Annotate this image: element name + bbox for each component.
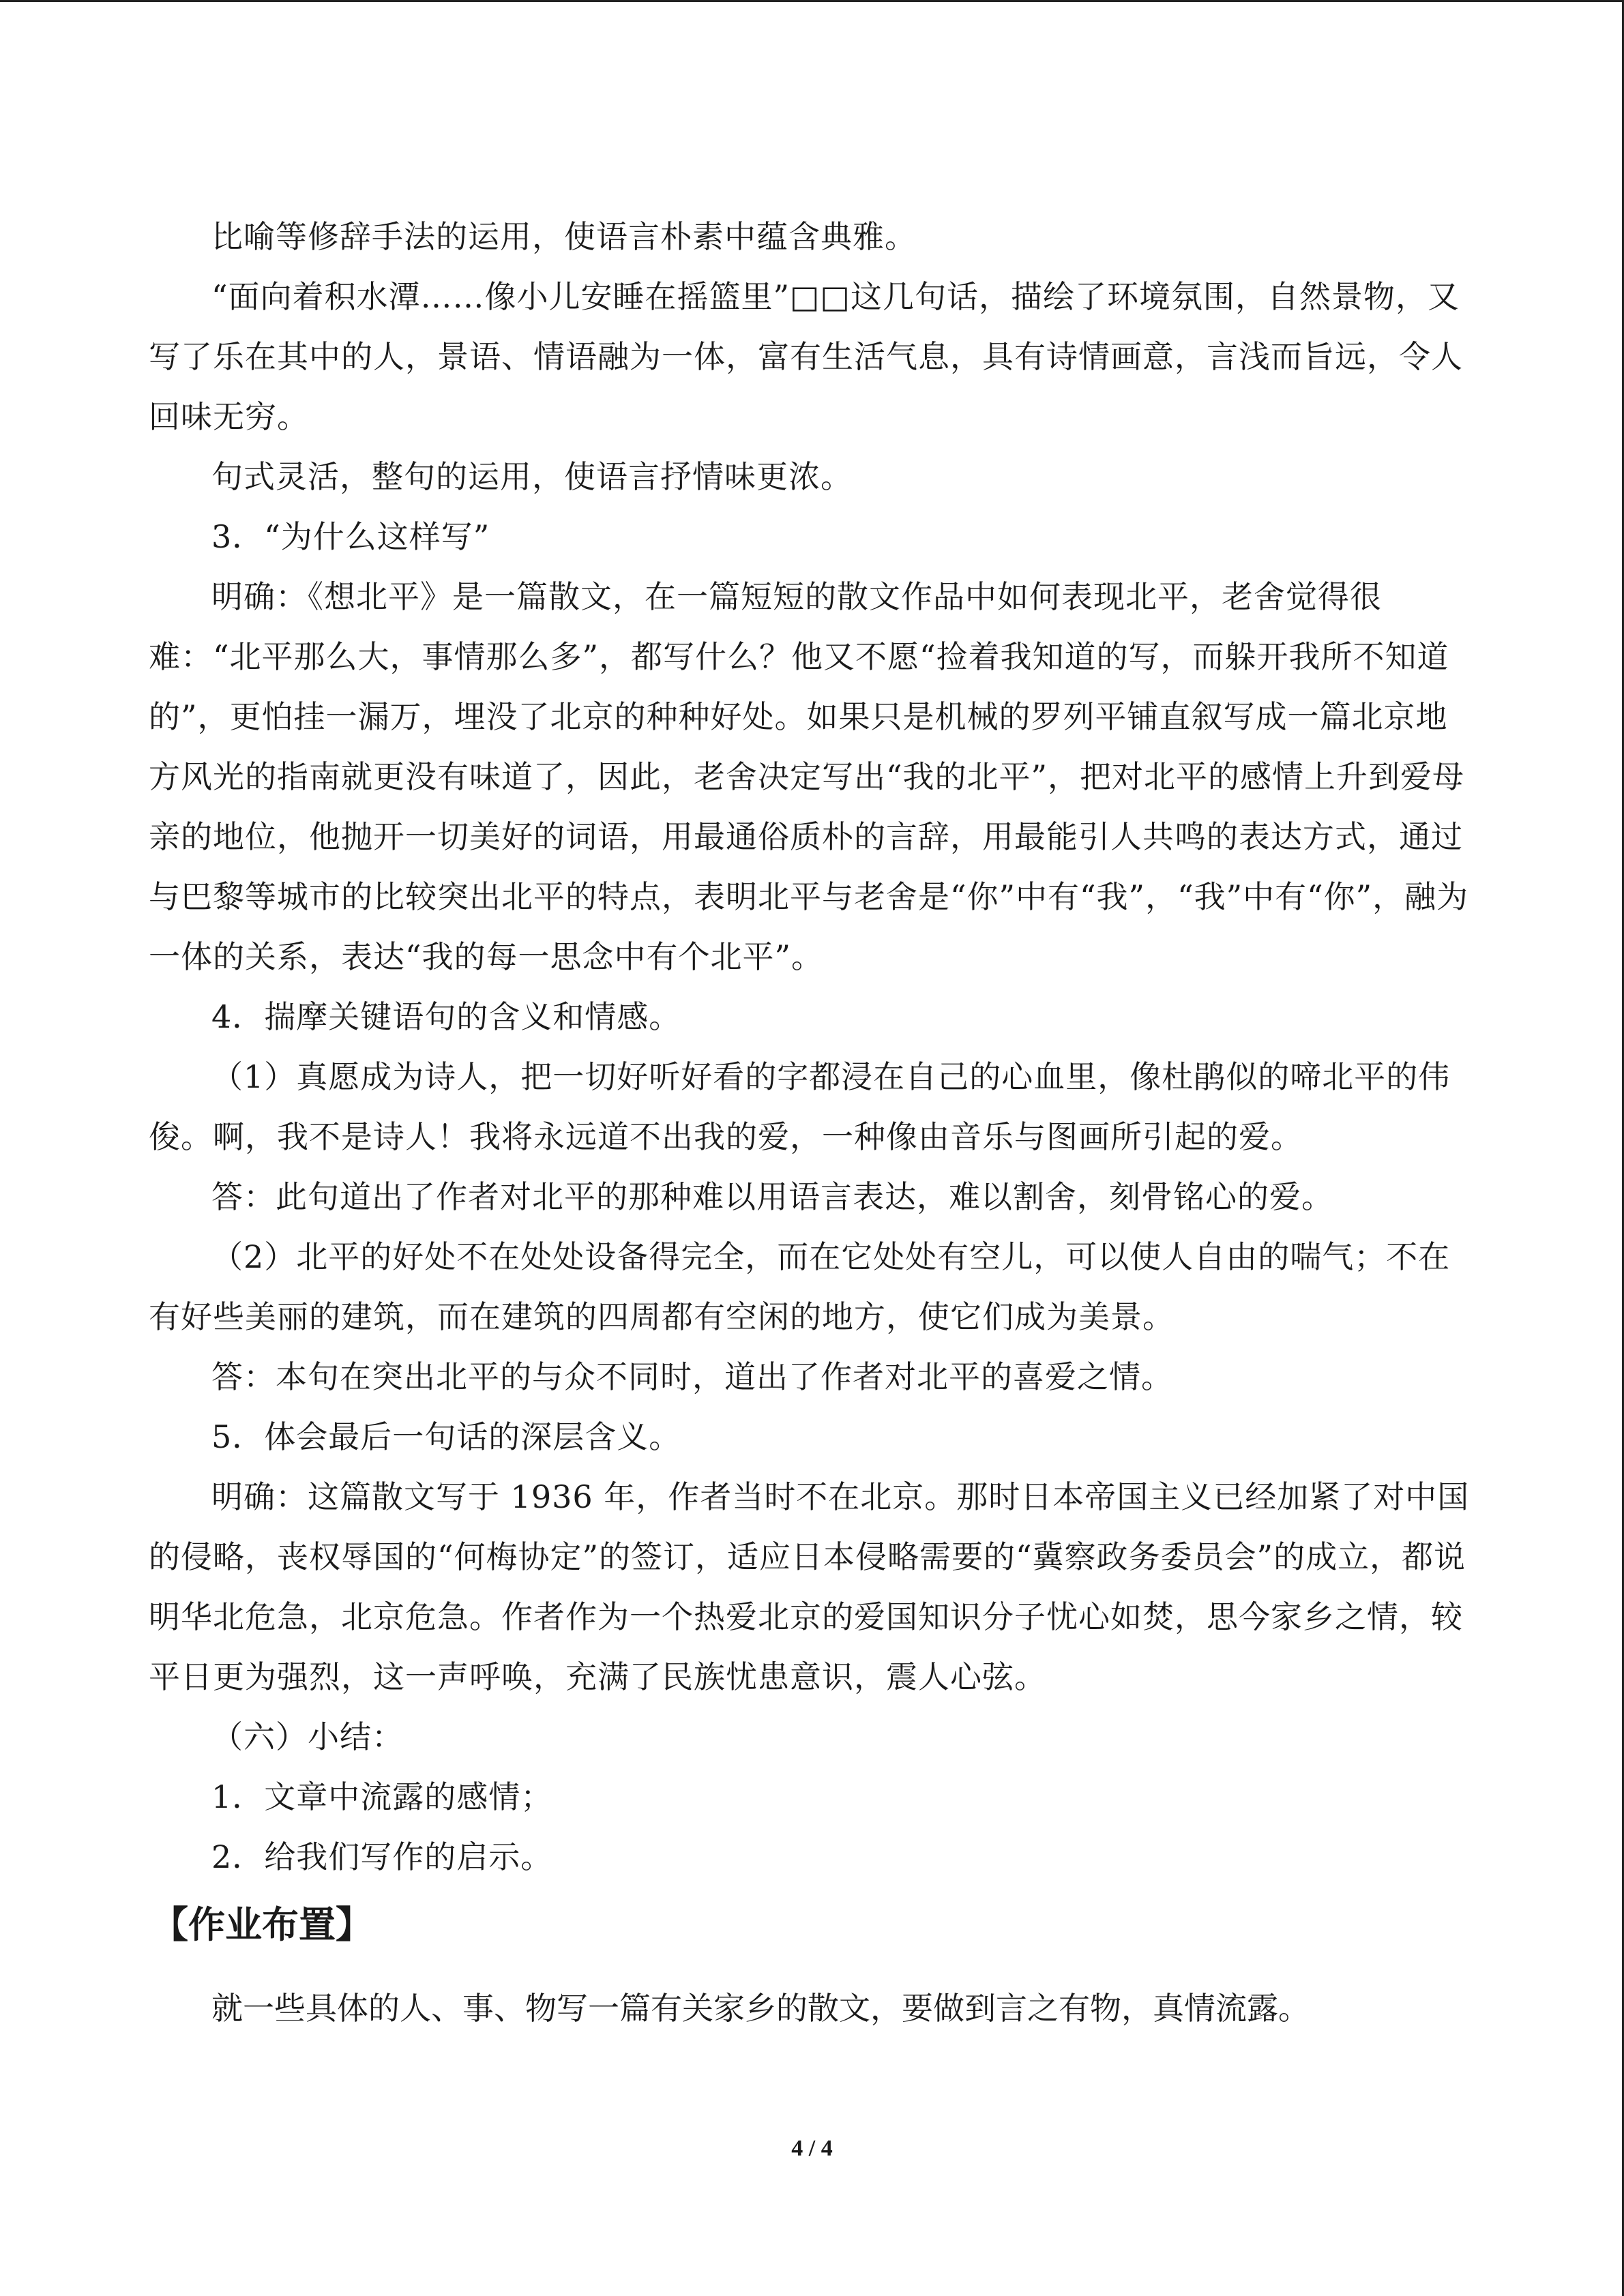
paragraph-answer-2: 答：本句在突出北平的与众不同时，道出了作者对北平的喜爱之情。 bbox=[211, 1358, 1173, 1395]
homework-heading: 【作业布置】 bbox=[151, 1903, 372, 1946]
paragraph-quote-analysis: “面向着积水潭……像小儿安睡在摇篮里”□□这几句话，描绘了环境氛围，自然景物，又写了乐在其中的人，景语、情语融为一体，富有生活气息，具有诗情画意，言浅而旨远，令人回味无穷。 bbox=[149, 278, 1463, 435]
summary-item-1: 1．文章中流露的感情； bbox=[211, 1778, 553, 1815]
paragraph-why-write: 明确：《想北平》是一篇散文，在一篇短短的散文作品中如何表现北平，老舍觉得很难：“北平那么大，事情那么多”，都写什么？他又不愿“捡着我知道的写，而躲开我所不知道的”，更怕挂一漏万，埋没了北京的种种好处。如果只是机械的罗列平铺直叙写成一篇北京地方风光的指南就更没有味道了，因此，老舍决定写出“我的北平”，把对北平的感情上升到爱母亲的地位，他抛开一切美好的词语，用最通俗质朴的言辞，用最能引人共鸣的表达方式，通过与巴黎等城市的比较突出北平的特点，表明北平与老舍是“你”中有“我”，“我”中有“你”，融为一体的关系，表达“我的每一思念中有个北平”。 bbox=[149, 578, 1469, 975]
item-4-heading: 4．揣摩关键语句的含义和情感。 bbox=[211, 998, 681, 1035]
paragraph-rhetoric: 比喻等修辞手法的运用，使语言朴素中蕴含典雅。 bbox=[211, 218, 917, 255]
page-number: 4 / 4 bbox=[791, 2136, 833, 2161]
item-3-heading: 3．“为什么这样写” bbox=[211, 518, 490, 555]
paragraph-answer-1: 答：此句道出了作者对北平的那种难以用语言表达，难以割舍，刻骨铭心的爱。 bbox=[211, 1178, 1333, 1215]
paragraph-sentence-style: 句式灵活，整句的运用，使语言抒情味更浓。 bbox=[211, 458, 853, 495]
summary-heading: （六）小结： bbox=[211, 1718, 404, 1755]
paragraph-last-sentence: 明确：这篇散文写于 1936 年，作者当时不在北京。那时日本帝国主义已经加紧了对中国的侵略，丧权辱国的“何梅协定”的签订，适应日本侵略需要的“冀察政务委员会”的成立，都说明华北危急，北京危急。作者作为一个热爱北京的爱国知识分子忧心如焚，思今家乡之情，较平日更为强烈，这一声呼唤，充满了民族忧患意识，震人心弦。 bbox=[149, 1478, 1470, 1695]
item-5-heading: 5．体会最后一句话的深层含义。 bbox=[211, 1418, 681, 1455]
homework-text: 就一些具体的人、事、物写一篇有关家乡的散文，要做到言之有物，真情流露。 bbox=[211, 1990, 1310, 2027]
summary-item-2: 2．给我们写作的启示。 bbox=[211, 1838, 553, 1875]
paragraph-quote-1: （1）真愿成为诗人，把一切好听好看的字都浸在自己的心血里，像杜鹃似的啼北平的伟俊。啊，我不是诗人！我将永远道不出我的爱，一种像由音乐与图画所引起的爱。 bbox=[149, 1058, 1451, 1155]
document-body bbox=[149, 207, 1475, 1887]
paragraph-quote-2: （2）北平的好处不在处处设备得完全，而在它处处有空儿，可以使人自由的喘气；不在有好些美丽的建筑，而在建筑的四周都有空闲的地方，使它们成为美景。 bbox=[149, 1238, 1451, 1335]
